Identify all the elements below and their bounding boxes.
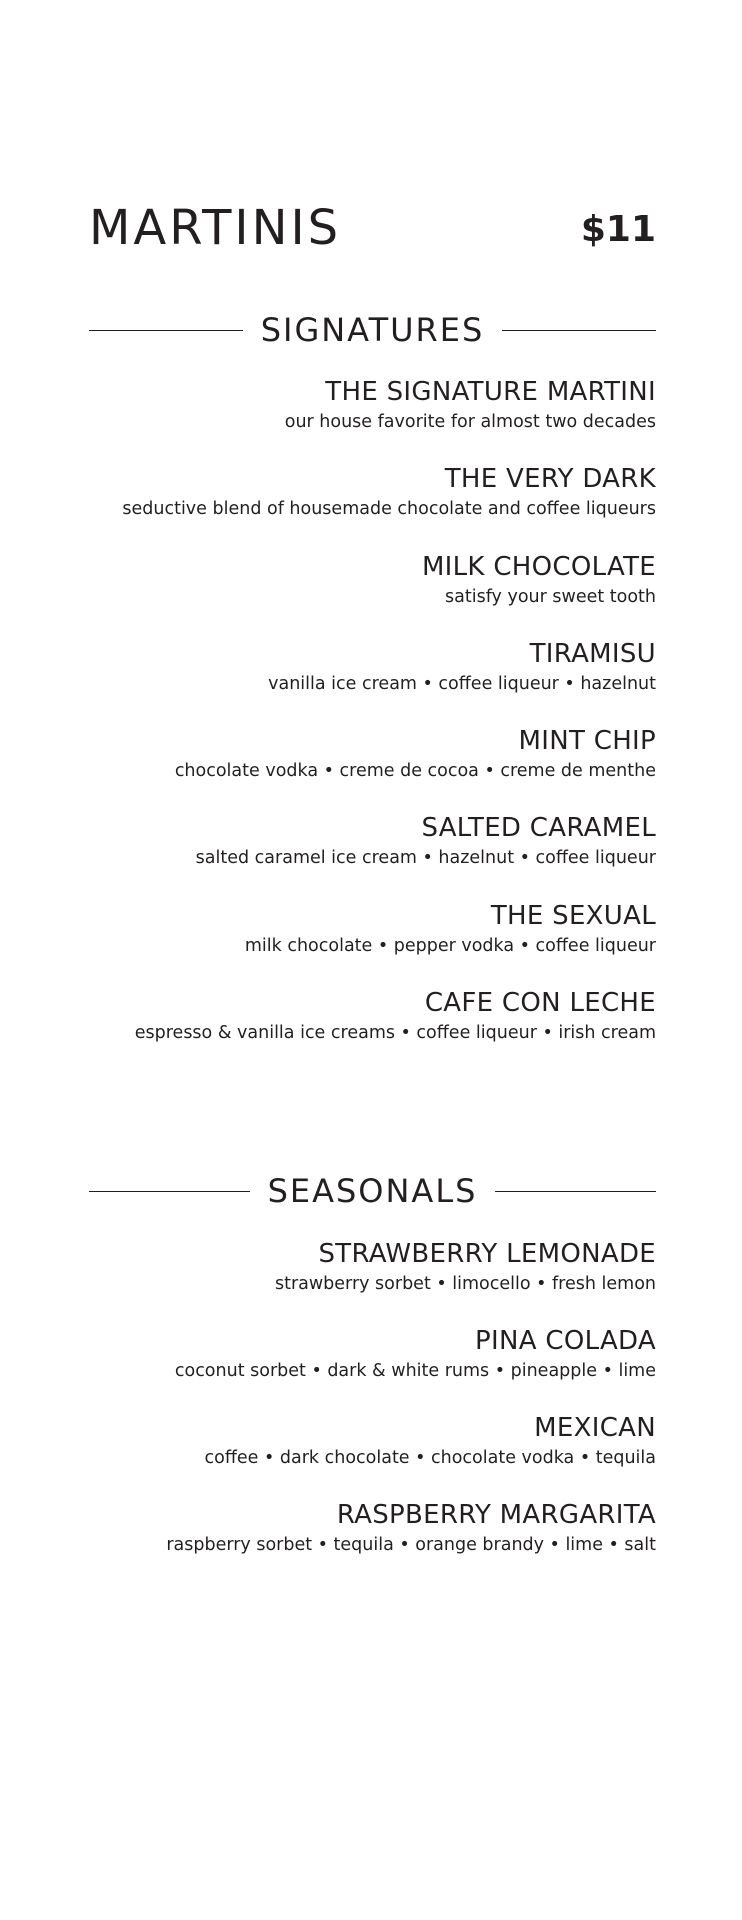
item-name: THE VERY DARK — [444, 464, 656, 494]
item-name: THE SEXUAL — [490, 901, 656, 931]
item-name: RASPBERRY MARGARITA — [336, 1500, 656, 1530]
item-name: PINA COLADA — [475, 1326, 656, 1356]
menu-item — [56, 724, 656, 784]
divider-line — [89, 330, 243, 331]
item-name: MILK CHOCOLATE — [421, 552, 656, 582]
item-description: milk chocolate • pepper vodka • coffee liqueur — [244, 936, 656, 956]
menu-item — [56, 375, 656, 435]
menu-item — [56, 550, 656, 610]
item-name: STRAWBERRY LEMONADE — [318, 1239, 656, 1269]
divider-line — [495, 1191, 656, 1192]
item-description: vanilla ice cream • coffee liqueur • hazelnut — [268, 674, 656, 694]
menu-item — [56, 462, 656, 522]
menu-price: $11 — [580, 209, 656, 250]
item-description: coffee • dark chocolate • chocolate vodka • tequila — [204, 1448, 656, 1468]
item-name: CAFE CON LECHE — [424, 988, 656, 1018]
menu-item — [56, 1411, 656, 1471]
item-description: strawberry sorbet • limocello • fresh lemon — [274, 1274, 656, 1294]
item-name: MEXICAN — [534, 1413, 656, 1443]
divider-line — [89, 1191, 250, 1192]
menu-item — [56, 811, 656, 871]
menu-title: MARTINIS — [89, 200, 342, 256]
item-description: satisfy your sweet tooth — [445, 587, 656, 607]
section-heading-seasonals — [89, 1171, 656, 1211]
menu-item — [56, 986, 656, 1046]
item-description: our house favorite for almost two decades — [284, 412, 656, 432]
item-description: salted caramel ice cream • hazelnut • coffee liqueur — [195, 848, 656, 868]
menu-item — [56, 637, 656, 697]
item-description: espresso & vanilla ice creams • coffee liqueur • irish cream — [134, 1023, 656, 1043]
menu-item — [56, 1237, 656, 1297]
menu-item — [56, 1498, 656, 1558]
item-name: THE SIGNATURE MARTINI — [325, 377, 656, 407]
item-description: raspberry sorbet • tequila • orange brandy • lime • salt — [166, 1535, 656, 1555]
item-description: seductive blend of housemade chocolate and coffee liqueurs — [122, 499, 656, 519]
item-name: TIRAMISU — [529, 639, 656, 669]
item-name: SALTED CARAMEL — [421, 813, 656, 843]
menu-header — [89, 200, 656, 260]
menu-item — [56, 1324, 656, 1384]
item-name: MINT CHIP — [518, 726, 656, 756]
section-title: SEASONALS — [267, 1172, 478, 1210]
item-description: chocolate vodka • creme de cocoa • creme de menthe — [174, 761, 656, 781]
menu-item — [56, 899, 656, 959]
item-description: coconut sorbet • dark & white rums • pineapple • lime — [174, 1361, 656, 1381]
divider-line — [502, 330, 656, 331]
section-title: SIGNATURES — [260, 311, 485, 349]
section-heading-signatures — [89, 310, 656, 350]
